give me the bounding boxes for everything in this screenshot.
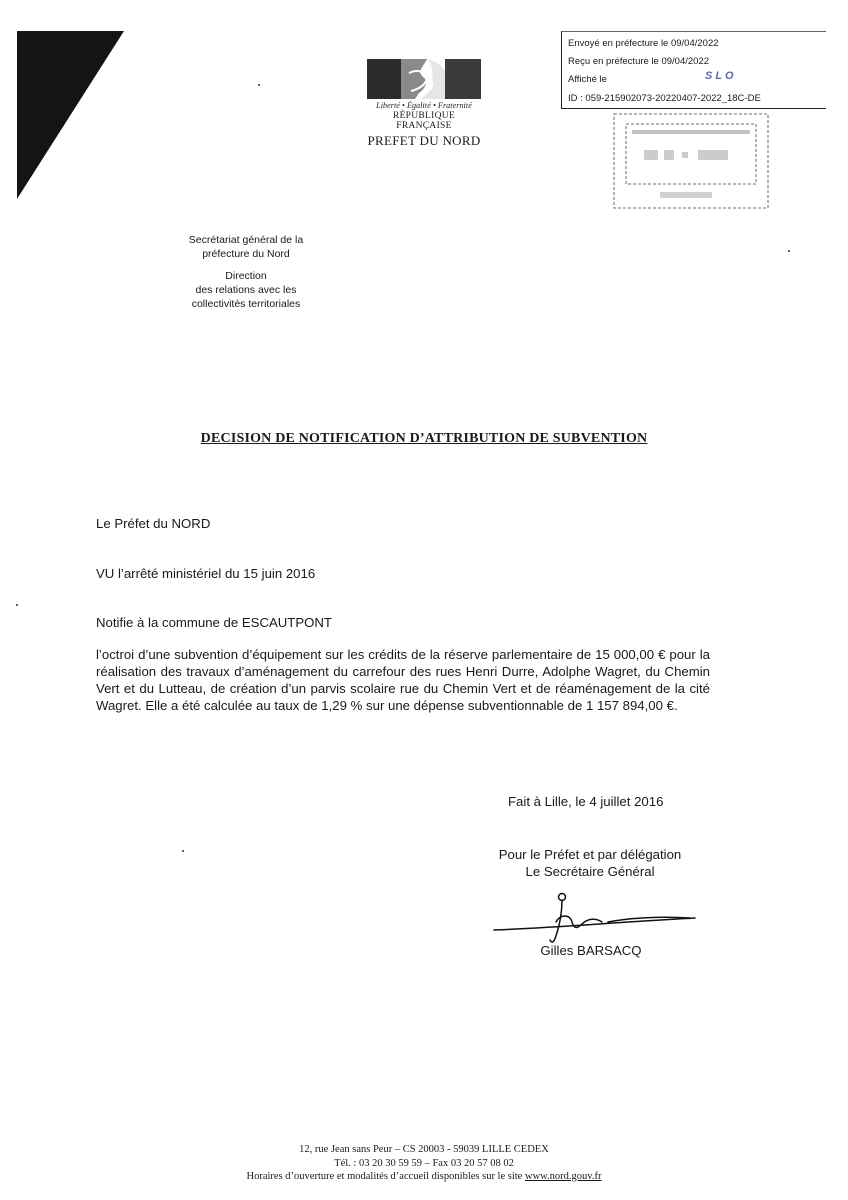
posted-label: Affiché le <box>568 74 607 85</box>
sender-line: préfecture du Nord <box>202 248 290 260</box>
sender-line: Secrétariat général de la <box>188 234 304 246</box>
delegation-line: Pour le Préfet et par délégation <box>498 847 682 862</box>
sender-line: collectivités territoriales <box>191 298 301 310</box>
footer-hours <box>0 1170 848 1184</box>
footer-site-link[interactable]: www.nord.gouv.fr <box>524 1171 602 1182</box>
act-id: ID : 059-215902073-20220407-2022_18C-DE <box>568 93 761 104</box>
prefet-du-nord: PREFET DU NORD <box>367 133 481 148</box>
scan-speck <box>182 850 184 852</box>
motto: Liberté • Égalité • Fraternité <box>376 101 472 110</box>
document-title: DECISION DE NOTIFICATION D’ATTRIBUTION DE SUBVENTION <box>200 431 648 446</box>
body-paragraph: l’octroi d’une subvention d’équipement sur les crédits de la réserve parlementaire de 15 000,00 € pour la réalisation des travaux d’aménagement du carrefour des rues Henri Durre, Adolphe Wagret, du Chemin Vert et du Lutteau, de création d’un parvis scolaire rue du Chemin Vert et de réaménagement de la cité Wagret. Elle a été calculée au taux de 1,29 % sur une dépense subventionnable de 1 157 894,00 €. <box>96 647 710 713</box>
footer-phone: Tél. : 03 20 30 59 59 – Fax 03 20 57 08 02 <box>334 1157 514 1169</box>
scan-speck <box>788 250 790 252</box>
delegation-block <box>480 846 700 880</box>
marianne-logo <box>364 59 484 149</box>
sender-line: des relations avec les <box>195 284 297 296</box>
scan-speck <box>258 84 260 86</box>
footer-hours-text: Horaires d’ouverture et modalités d’accueil disponibles sur le site <box>246 1171 525 1182</box>
sender-line: Direction <box>225 270 267 282</box>
slo-mark: SLO <box>705 70 737 82</box>
republique-francaise: RÉPUBLIQUE FRANÇAISE <box>392 111 456 131</box>
body-vu: VU l’arrêté ministériel du 15 juin 2016 <box>96 566 316 581</box>
archive-stamp-image <box>610 108 772 214</box>
sender-block <box>160 233 332 311</box>
received-date: Reçu en préfecture le 09/04/2022 <box>568 56 710 67</box>
transmission-stamp <box>561 31 826 109</box>
footer-address: 12, rue Jean sans Peur – CS 20003 - 59039 LILLE CEDEX <box>299 1144 549 1155</box>
sent-date: Envoyé en préfecture le 09/04/2022 <box>568 38 719 49</box>
signed-place-date: Fait à Lille, le 4 juillet 2016 <box>508 794 664 809</box>
handwritten-signature <box>490 888 700 948</box>
signatory-name: Gilles BARSACQ <box>540 943 642 958</box>
body-prefet: Le Préfet du NORD <box>96 516 211 531</box>
corner-triangle <box>17 31 124 199</box>
signatory-title: Le Secrétaire Général <box>525 864 655 879</box>
body-notifie: Notifie à la commune de ESCAUTPONT <box>96 615 332 630</box>
footer <box>0 1143 848 1184</box>
scan-speck <box>16 604 18 606</box>
marianne-emblem <box>365 59 483 99</box>
